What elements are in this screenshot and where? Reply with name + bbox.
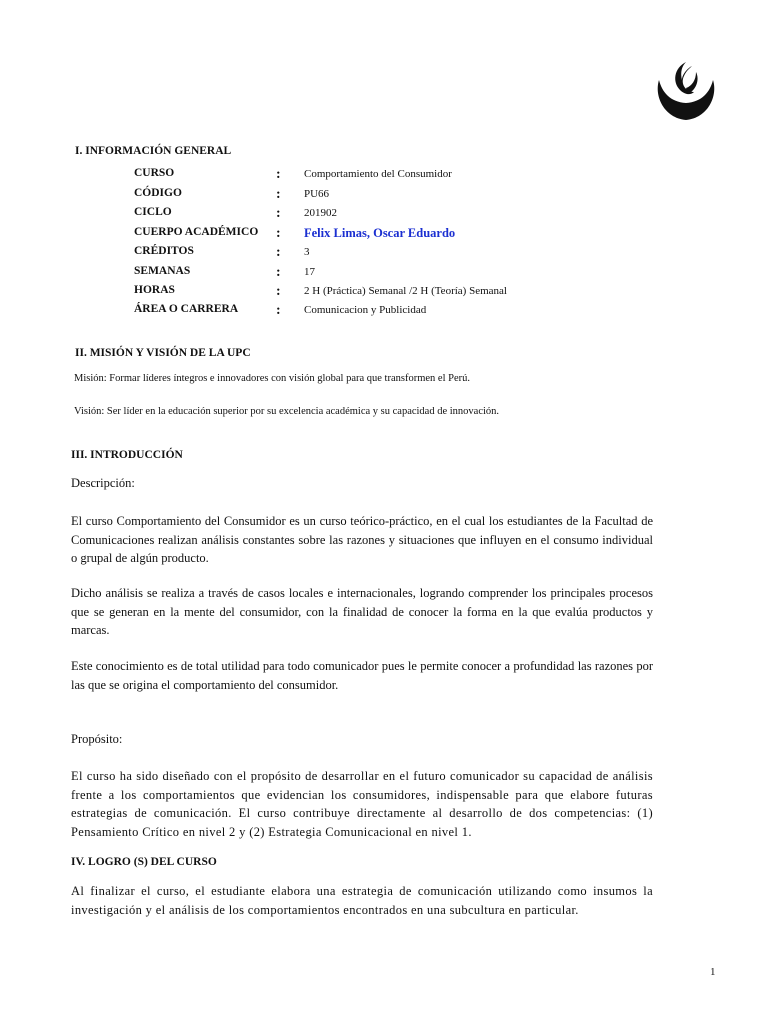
intro-paragraph-1: El curso Comportamiento del Consumidor es un curso teórico-práctico, en el cual los estudiantes de la Facultad de Comunicaciones realizan análisis constantes sobre las razones y situaciones que influyen en el consumo individual o grupal de algún producto. xyxy=(71,514,653,565)
section-title-logro: IV. LOGRO (S) DEL CURSO xyxy=(71,856,217,868)
info-value-area-carrera: Comunicacion y Publicidad xyxy=(304,304,427,316)
proposito-paragraph: El curso ha sido diseñado con el propósito de desarrollar en el futuro comunicador su capacidad de análisis frente a los comportamientos que evidencian los consumidores, indispensable para que elabore futuras estrategias de comunicación. El curso contribuye directamente al desarrollo de dos competencias: (1) Pensamiento Crítico en nivel 2 y (2) Estrategia Comunicacional en nivel 1. xyxy=(71,769,653,839)
info-colon: : xyxy=(276,265,281,280)
section-title-introduccion: III. INTRODUCCIÓN xyxy=(71,449,183,461)
info-label-curso: CURSO xyxy=(134,167,175,179)
info-label-creditos: CRÉDITOS xyxy=(134,245,194,257)
upc-flame-logo-icon xyxy=(652,58,720,124)
info-colon: : xyxy=(276,206,281,221)
section-title-mision-vision: II. MISIÓN Y VISIÓN DE LA UPC xyxy=(75,347,251,359)
info-value-ciclo: 201902 xyxy=(304,207,337,219)
proposito-label: Propósito: xyxy=(71,732,123,746)
info-label-horas: HORAS xyxy=(134,284,175,296)
info-colon: : xyxy=(276,167,281,182)
info-colon: : xyxy=(276,187,281,202)
intro-paragraph-3: Este conocimiento es de total utilidad para todo comunicador pues le permite conocer a profundidad las razones por las que se origina el comportamiento del consumidor. xyxy=(71,659,653,692)
info-label-ciclo: CICLO xyxy=(134,206,172,218)
info-value-codigo: PU66 xyxy=(304,188,330,200)
descripcion-label: Descripción: xyxy=(71,476,135,490)
info-label-codigo: CÓDIGO xyxy=(134,187,182,199)
section-title-informacion-general: I. INFORMACIÓN GENERAL xyxy=(75,145,232,157)
info-label-area-carrera: ÁREA O CARRERA xyxy=(134,303,239,315)
vision-text: Visión: Ser líder en la educación superior por su excelencia académica y su capacidad de innovación. xyxy=(74,406,500,417)
mision-text: Misión: Formar líderes íntegros e innovadores con visión global para que transformen el Perú. xyxy=(74,373,470,384)
logro-paragraph: Al finalizar el curso, el estudiante elabora una estrategia de comunicación utilizando como insumos la investigación y el análisis de los comportamientos encontrados en una subcultura en particular. xyxy=(71,884,653,917)
info-value-semanas: 17 xyxy=(304,266,315,278)
info-colon: : xyxy=(276,303,281,318)
info-value-creditos: 3 xyxy=(304,246,310,258)
info-value-horas: 2 H (Práctica) Semanal /2 H (Teoría) Semanal xyxy=(304,285,507,297)
info-colon: : xyxy=(276,284,281,299)
info-label-cuerpo-academico: CUERPO ACADÉMICO xyxy=(134,226,259,238)
info-colon: : xyxy=(276,226,281,241)
info-colon: : xyxy=(276,245,281,260)
info-value-cuerpo-academico: Felix Limas, Oscar Eduardo xyxy=(304,226,456,240)
intro-paragraph-2: Dicho análisis se realiza a través de casos locales e internacionales, logrando comprender los principales procesos que se generan en la mente del consumidor, con la finalidad de conocer la forma en la que evalúa productos y marcas. xyxy=(71,586,653,637)
info-label-semanas: SEMANAS xyxy=(134,265,191,277)
page-number: 1 xyxy=(710,966,716,978)
info-value-curso: Comportamiento del Consumidor xyxy=(304,168,452,180)
